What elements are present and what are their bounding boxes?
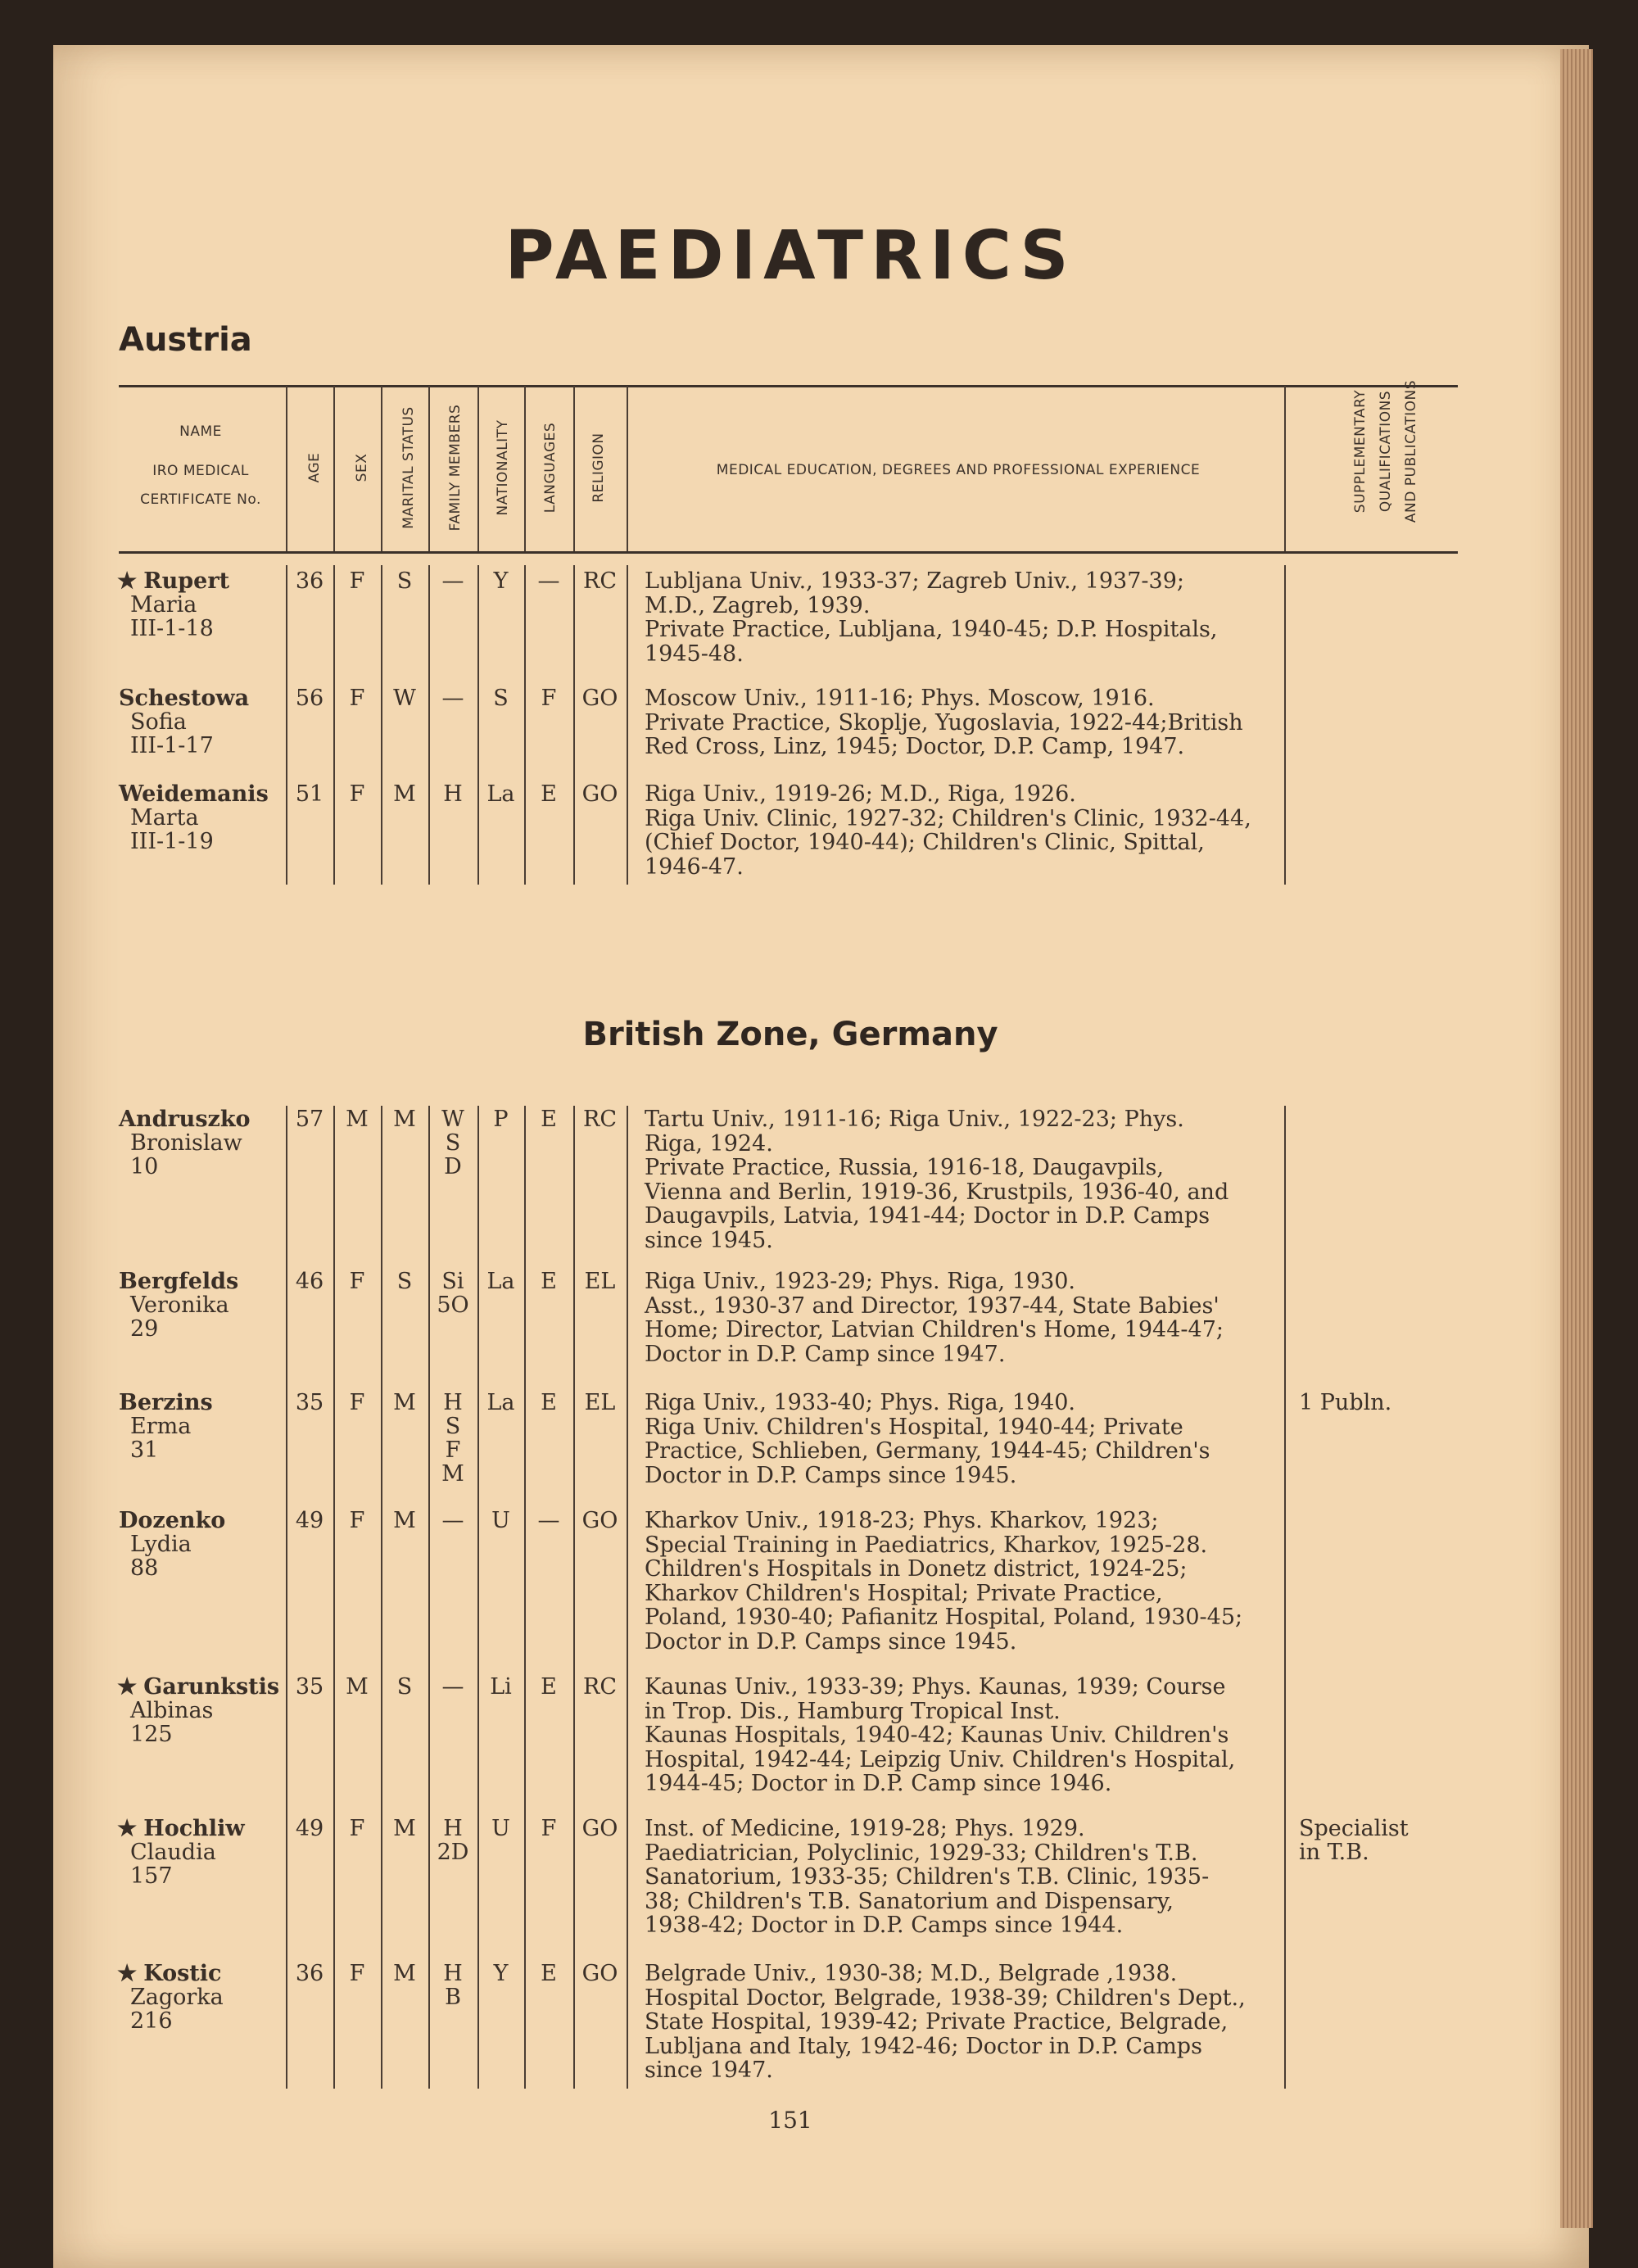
entry-family: H B	[443, 1961, 463, 2010]
header-supp-2: QUALIFICATIONS	[1378, 390, 1394, 513]
experience-line: Riga Univ., 1923-29; Phys. Riga, 1930.	[645, 1269, 1076, 1294]
entry-sex: F	[349, 686, 365, 711]
col-sep	[381, 565, 382, 885]
entry-family: Si 5O	[437, 1269, 469, 1318]
entry-family: —	[441, 1508, 464, 1533]
entry-nationality: Y	[493, 568, 509, 594]
header-marital-status: MARITAL STATUS	[400, 406, 417, 529]
entry-surname: Hochliw	[143, 1816, 245, 1841]
experience-line: Daugavpils, Latvia, 1941-44; Doctor in D.P. Camps	[645, 1203, 1210, 1229]
entry-nationality: U	[491, 1508, 510, 1533]
col-sep	[1284, 1106, 1286, 2089]
col-sep	[286, 1106, 287, 2089]
star-icon: ★	[117, 568, 138, 594]
entry-experience	[645, 1270, 1279, 1366]
col-sep	[627, 565, 628, 885]
experience-line: Practice, Schlieben, Germany, 1944-45; Children's	[645, 1438, 1210, 1464]
experience-line: Sanatorium, 1933-35; Children's T.B. Clinic, 1935-	[645, 1864, 1210, 1890]
entry-cert: III-1-17	[130, 733, 214, 758]
entry-marital: M	[393, 1816, 416, 1841]
entry-experience	[645, 1962, 1279, 2083]
experience-line: Tartu Univ., 1911-16; Riga Univ., 1922-23; Phys.	[645, 1107, 1184, 1132]
entry-surname: Bergfelds	[119, 1269, 239, 1294]
header-nationality: NATIONALITY	[495, 419, 511, 516]
experience-line: Paediatrician, Polyclinic, 1929-33; Children's T.B.	[645, 1840, 1198, 1866]
entry-nationality: P	[493, 1107, 509, 1132]
entry-sex: F	[349, 1390, 365, 1415]
experience-line: Kaunas Hospitals, 1940-42; Kaunas Univ. Children's	[645, 1723, 1229, 1748]
entry-surname-line	[117, 1391, 213, 1415]
experience-line: Special Training in Paediatrics, Kharkov, 1925-28.	[645, 1532, 1208, 1558]
col-sep	[1284, 386, 1286, 551]
entry-marital: S	[396, 1674, 413, 1700]
entry-age: 36	[295, 1961, 324, 1986]
entry-surname-line	[117, 1107, 251, 1131]
col-sep	[627, 1106, 628, 2089]
entry-name-block	[117, 1391, 213, 1462]
entry-sex: M	[346, 1674, 369, 1700]
entry-languages: —	[537, 568, 560, 594]
header-supp-1: SUPPLEMENTARY	[1352, 389, 1369, 514]
entry-marital: M	[393, 1961, 416, 1986]
entry-marital: M	[393, 781, 416, 807]
entry-religion: RC	[583, 568, 617, 594]
experience-line: Lubljana Univ., 1933-37; Zagreb Univ., 1937-39;	[645, 568, 1184, 594]
header-languages: LANGUAGES	[542, 422, 559, 514]
experience-line: Lubljana and Italy, 1942-46; Doctor in D.P. Camps	[645, 2033, 1202, 2059]
entry-sex: F	[349, 568, 365, 594]
entry-nationality: Y	[493, 1961, 509, 1986]
entry-experience	[645, 1817, 1279, 1938]
experience-line: Asst., 1930-37 and Director, 1937-44, State Babies'	[645, 1292, 1219, 1319]
entry-family: W S D	[441, 1107, 464, 1179]
star-icon: ★	[117, 1816, 138, 1841]
header-age: AGE	[306, 452, 323, 483]
star-icon: ★	[117, 1961, 138, 1986]
entry-age: 49	[295, 1816, 324, 1841]
entry-languages: E	[541, 1107, 557, 1132]
col-sep	[573, 386, 575, 551]
entry-supplementary: 1 Publn.	[1299, 1390, 1392, 1415]
entry-surname-line	[117, 782, 269, 806]
entry-cert: 125	[130, 1722, 173, 1747]
experience-line: Kaunas Univ., 1933-39; Phys. Kaunas, 1939; Course	[645, 1674, 1226, 1700]
entry-age: 49	[295, 1508, 324, 1533]
experience-line: Riga Univ. Clinic, 1927-32; Children's Clinic, 1932-44,	[645, 805, 1251, 831]
entry-name-block	[117, 1962, 224, 2033]
experience-line: Riga Univ. Children's Hospital, 1940-44; Private	[645, 1414, 1183, 1440]
entry-marital: S	[396, 568, 413, 594]
col-sep	[333, 565, 335, 885]
section-heading-british-zone: British Zone, Germany	[582, 1016, 998, 1053]
entry-languages: E	[541, 1269, 557, 1294]
entry-given: Veronika	[130, 1292, 229, 1318]
experience-line: Poland, 1930-40; Pafianitz Hospital, Poland, 1930-45;	[645, 1605, 1243, 1630]
entry-family: —	[441, 568, 464, 594]
entry-age: 35	[295, 1390, 324, 1415]
entry-languages: E	[541, 781, 557, 807]
page-title: PAEDIATRICS	[505, 217, 1076, 295]
entry-experience	[645, 1391, 1279, 1487]
col-sep	[573, 1106, 575, 2089]
entry-name-block	[117, 569, 229, 641]
experience-line: Inst. of Medicine, 1919-28; Phys. 1929.	[645, 1816, 1085, 1841]
entry-experience	[645, 1675, 1279, 1796]
entry-nationality: La	[486, 1390, 515, 1415]
experience-line: M.D., Zagreb, 1939.	[645, 592, 871, 618]
entry-age: 56	[295, 686, 324, 711]
entry-marital: S	[396, 1269, 413, 1294]
entry-nationality: Li	[490, 1674, 512, 1700]
entry-surname-line	[117, 1817, 245, 1840]
header-education: MEDICAL EDUCATION, DEGREES AND PROFESSIONAL EXPERIENCE	[716, 462, 1201, 478]
entry-sex: F	[349, 781, 365, 807]
header-bottom-rule	[119, 551, 1458, 554]
experience-line: 1945-48.	[645, 641, 744, 667]
entry-cert: 29	[130, 1316, 159, 1342]
col-sep	[428, 386, 430, 551]
experience-line: Private Practice, Skoplje, Yugoslavia, 1922-44;British	[645, 709, 1243, 736]
entry-surname: Schestowa	[119, 686, 250, 711]
entry-surname: Rupert	[143, 568, 230, 594]
entry-religion: GO	[581, 686, 618, 711]
col-sep	[333, 386, 335, 551]
entry-given: Marta	[130, 805, 199, 831]
entry-marital: M	[393, 1107, 416, 1132]
experience-line: since 1945.	[645, 1227, 773, 1253]
experience-line: Red Cross, Linz, 1945; Doctor, D.P. Camp, 1947.	[645, 734, 1185, 759]
col-sep	[477, 386, 479, 551]
col-sep	[381, 1106, 382, 2089]
experience-line: (Chief Doctor, 1940-44); Children's Clinic, Spittal,	[645, 830, 1205, 855]
experience-line: Riga, 1924.	[645, 1130, 773, 1157]
entry-experience	[645, 1509, 1279, 1654]
entry-experience	[645, 569, 1279, 666]
entry-name-block	[117, 1817, 245, 1888]
header-cert-no: CERTIFICATE No.	[140, 491, 261, 508]
experience-line: Kharkov Children's Hospital; Private Practice,	[645, 1580, 1163, 1606]
entry-religion: GO	[581, 1508, 618, 1533]
experience-line: State Hospital, 1939-42; Private Practice, Belgrade,	[645, 2009, 1228, 2035]
col-sep	[381, 386, 382, 551]
entry-family: H S F M	[441, 1390, 464, 1487]
col-sep	[428, 565, 430, 885]
experience-line: Vienna and Berlin, 1919-36, Krustpils, 1936-40, and	[645, 1179, 1229, 1205]
entry-name-block	[117, 1270, 238, 1341]
experience-line: Hospital, 1942-44; Leipzig Univ. Children's Hospital,	[645, 1746, 1236, 1772]
entry-nationality: U	[491, 1816, 510, 1841]
experience-line: Hospital Doctor, Belgrade, 1938-39; Children's Dept.,	[645, 1985, 1246, 2011]
entry-surname-line	[117, 1675, 279, 1699]
entry-cert: III-1-19	[130, 829, 214, 854]
entry-age: 57	[295, 1107, 324, 1132]
entry-experience	[645, 782, 1279, 879]
entry-surname: Berzins	[119, 1390, 213, 1415]
experience-line: Riga Univ., 1919-26; M.D., Riga, 1926.	[645, 781, 1076, 807]
entry-given: Claudia	[130, 1840, 216, 1865]
entry-surname-line	[117, 1962, 224, 1985]
entry-cert: 10	[130, 1154, 159, 1179]
section-heading-austria: Austria	[119, 321, 252, 359]
col-sep	[524, 565, 526, 885]
entry-name-block	[117, 1509, 225, 1580]
entry-nationality: La	[486, 781, 515, 807]
entry-surname-line	[117, 569, 229, 593]
entry-cert: 157	[130, 1863, 173, 1889]
entry-surname-line	[117, 1509, 225, 1532]
entry-surname: Dozenko	[119, 1508, 226, 1533]
entry-surname: Kostic	[143, 1961, 222, 1986]
entry-experience	[645, 1107, 1279, 1252]
entry-religion: RC	[583, 1107, 617, 1132]
experience-line: 38; Children's T.B. Sanatorium and Dispensary,	[645, 1888, 1174, 1914]
col-sep	[573, 565, 575, 885]
entry-name-block	[117, 1107, 251, 1179]
experience-line: Kharkov Univ., 1918-23; Phys. Kharkov, 1923;	[645, 1508, 1159, 1533]
col-sep	[477, 565, 479, 885]
experience-line: Doctor in D.P. Camps since 1945.	[645, 1628, 1017, 1655]
entry-given: Bronislaw	[130, 1130, 242, 1156]
entry-languages: E	[541, 1961, 557, 1986]
entry-surname: Weidemanis	[119, 781, 269, 807]
experience-line: 1944-45; Doctor in D.P. Camp since 1946.	[645, 1771, 1112, 1796]
entry-surname-line	[117, 1270, 238, 1293]
entry-marital: M	[393, 1390, 416, 1415]
entry-name-block	[117, 782, 269, 853]
entry-sex: F	[349, 1961, 365, 1986]
col-sep	[1284, 565, 1286, 885]
entry-cert: 31	[130, 1437, 159, 1463]
experience-line: in Trop. Dis., Hamburg Tropical Inst.	[645, 1698, 1061, 1724]
entry-experience	[645, 686, 1279, 759]
entry-languages: E	[541, 1674, 557, 1700]
experience-line: Belgrade Univ., 1930-38; M.D., Belgrade ,1938.	[645, 1961, 1178, 1986]
header-name: NAME	[179, 423, 222, 440]
entry-nationality: S	[493, 686, 509, 711]
entry-surname: Andruszko	[119, 1107, 251, 1132]
col-sep	[524, 1106, 526, 2089]
experience-line: Home; Director, Latvian Children's Home, 1944-47;	[645, 1317, 1224, 1342]
entry-religion: GO	[581, 1961, 618, 1986]
entry-sex: F	[349, 1508, 365, 1533]
col-sep	[286, 386, 287, 551]
page-edges	[1560, 49, 1593, 2228]
header-supp-3: AND PUBLICATIONS	[1403, 379, 1419, 523]
entry-religion: GO	[581, 1816, 618, 1841]
entry-religion: EL	[584, 1390, 616, 1415]
entry-languages: F	[541, 686, 557, 711]
experience-line: Riga Univ., 1933-40; Phys. Riga, 1940.	[645, 1390, 1076, 1415]
experience-line: Moscow Univ., 1911-16; Phys. Moscow, 1916.	[645, 686, 1155, 711]
entry-given: Sofia	[130, 709, 187, 735]
entry-name-block	[117, 1675, 279, 1746]
col-sep	[627, 386, 628, 551]
entry-sex: M	[346, 1107, 369, 1132]
experience-line: Doctor in D.P. Camps since 1945.	[645, 1462, 1017, 1488]
entry-age: 51	[295, 781, 324, 807]
experience-line: Children's Hospitals in Donetz district, 1924-25;	[645, 1556, 1188, 1582]
entry-languages: E	[541, 1390, 557, 1415]
entry-languages: F	[541, 1816, 557, 1841]
entry-given: Albinas	[130, 1698, 214, 1723]
entry-given: Zagorka	[130, 1985, 224, 2010]
entry-surname: Garunkstis	[143, 1674, 280, 1700]
star-icon: ★	[117, 1674, 138, 1700]
entry-family: —	[441, 1674, 464, 1700]
entry-marital: M	[393, 1508, 416, 1533]
header-sex: SEX	[354, 453, 370, 482]
entry-age: 35	[295, 1674, 324, 1700]
page-number: 151	[768, 2107, 812, 2134]
entry-given: Erma	[130, 1414, 192, 1439]
experience-line: Private Practice, Lubljana, 1940-45; D.P. Hospitals,	[645, 617, 1218, 642]
entry-family: H	[443, 781, 463, 807]
experience-line: since 1947.	[645, 2057, 773, 2083]
entry-given: Lydia	[130, 1532, 192, 1557]
col-sep	[524, 386, 526, 551]
experience-line: 1946-47.	[645, 853, 744, 880]
entry-surname-line	[117, 686, 249, 710]
entry-religion: RC	[583, 1674, 617, 1700]
experience-line: Private Practice, Russia, 1916-18, Daugavpils,	[645, 1155, 1164, 1180]
entry-age: 46	[295, 1269, 324, 1294]
entry-marital: W	[393, 686, 416, 711]
header-family-members: FAMILY MEMBERS	[447, 404, 464, 532]
entry-name-block	[117, 686, 249, 758]
entry-sex: F	[349, 1269, 365, 1294]
entry-age: 36	[295, 568, 324, 594]
entry-cert: 88	[130, 1555, 159, 1581]
col-sep	[428, 1106, 430, 2089]
col-sep	[477, 1106, 479, 2089]
col-sep	[286, 565, 287, 885]
entry-cert: 216	[130, 2008, 173, 2034]
experience-line: 1938-42; Doctor in D.P. Camps since 1944.	[645, 1913, 1124, 1938]
entry-supplementary: Specialist in T.B.	[1299, 1816, 1409, 1865]
entry-languages: —	[537, 1508, 560, 1533]
header-cert: IRO MEDICAL	[152, 463, 249, 479]
entry-sex: F	[349, 1816, 365, 1841]
col-sep	[333, 1106, 335, 2089]
entry-family: H 2D	[437, 1816, 469, 1865]
entry-religion: GO	[581, 781, 618, 807]
entry-given: Maria	[130, 592, 197, 618]
header-religion: RELIGION	[590, 432, 607, 503]
entry-nationality: La	[486, 1269, 515, 1294]
entry-cert: III-1-18	[130, 616, 214, 641]
entry-religion: EL	[584, 1269, 616, 1294]
entry-family: —	[441, 686, 464, 711]
experience-line: Doctor in D.P. Camp since 1947.	[645, 1341, 1006, 1367]
